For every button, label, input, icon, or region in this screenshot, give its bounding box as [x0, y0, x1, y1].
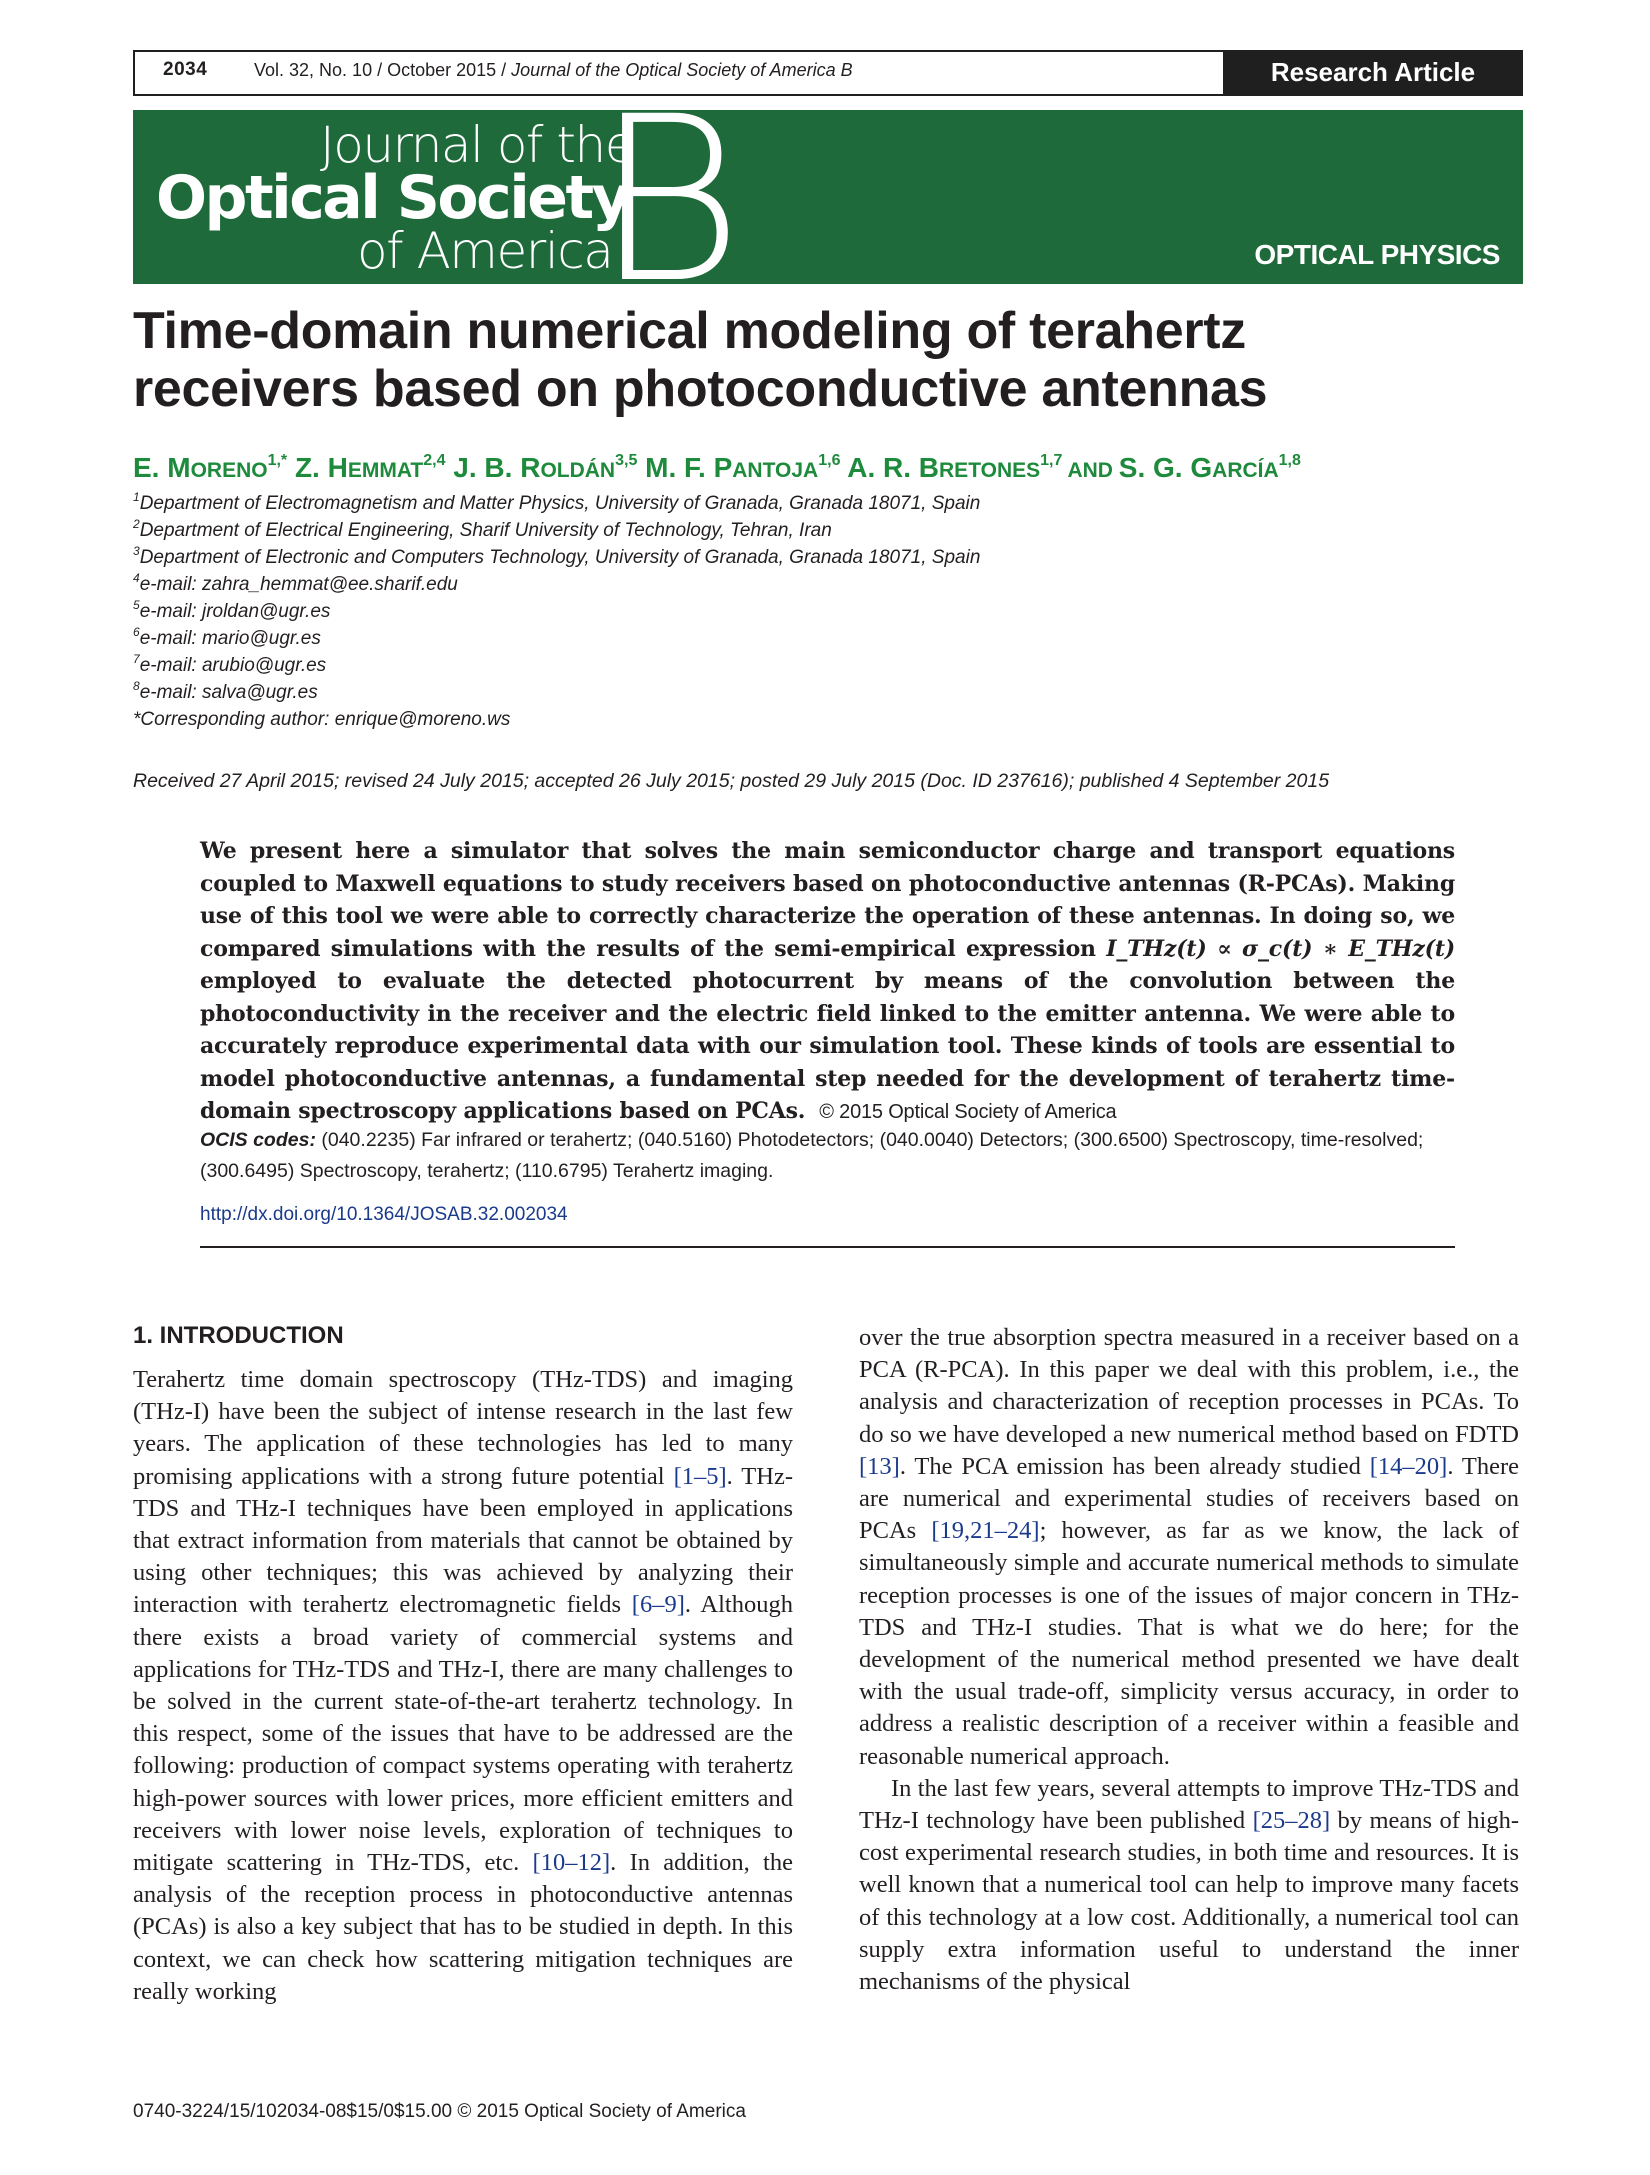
- author-name: Z. HEMMAT$^{2,4}$: [294, 452, 446, 483]
- section-heading: 1. INTRODUCTION: [133, 1322, 344, 1349]
- ocis-text: (040.2235) Far infrared or terahertz; (040.5160) Photodetectors; (040.0040) Detectors; (300.6500) Spectroscopy, time-resolved; (300.6495) Spectroscopy, terahertz; (110.6795) Terahertz imaging.: [200, 1129, 1424, 1182]
- citation-link[interactable]: [14–20]: [1369, 1452, 1448, 1480]
- paper-title: [133, 302, 1533, 418]
- ocis-codes: [200, 1125, 1455, 1187]
- citation-link[interactable]: [10–12]: [532, 1849, 611, 1877]
- abstract: [200, 835, 1455, 1129]
- title-line-2: receivers based on photoconductive antennas: [133, 360, 1268, 418]
- affiliation-line: $^7$e-mail: arubio@ugr.es: [133, 652, 327, 676]
- right-paragraph-2: [859, 1773, 1519, 1998]
- abstract-copyright: © 2015 Optical Society of America: [819, 1101, 1117, 1123]
- body-text: ; however, as far as we know, the lack of simultaneously simple and accurate numerical methods to simulate reception processes is one of the issues of major concern in THz-TDS and THz-I studies. That is what we do here; for the development of the numerical method presented we have dealt with the usual trade-off, simplicity versus accuracy, in order to address a realistic description of a receiver within a feasible and reasonable numerical approach.: [859, 1517, 1519, 1770]
- body-text: over the true absorption spectra measured in a receiver based on a PCA (R-PCA). In this paper we deal with this problem, i.e., the analysis and characterization of reception processes in PCAs. To do so we have developed a new numerical method based on FDTD: [859, 1324, 1519, 1448]
- affiliation-line: $^5$e-mail: jroldan@ugr.es: [133, 598, 331, 622]
- author-list: [133, 452, 1533, 484]
- abstract-divider: [200, 1246, 1455, 1248]
- author-name: S. G. GARCÍA$^{1,8}$: [1118, 452, 1301, 483]
- affiliation-line: $^2$Department of Electrical Engineering, Sharif University of Technology, Tehran, Iran: [133, 517, 832, 541]
- logo-letter: B: [594, 67, 744, 333]
- affiliation-line: $^4$e-mail: zahra_hemmat@ee.sharif.edu: [133, 571, 458, 595]
- logo-line-2: Optical Society: [156, 163, 629, 233]
- footer-copyright: 0740-3224/15/102034-08$15/0$15.00 © 2015 Optical Society of America: [133, 2101, 746, 2122]
- affiliation-line: $^3$Department of Electronic and Computers Technology, University of Granada, Granada 18071, Spain: [133, 544, 981, 568]
- affiliation-line: $^1$Department of Electromagnetism and Matter Physics, University of Granada, Granada 18071, Spain: [133, 490, 981, 514]
- body-text: . There are numerical and experimental studies of receivers based on PCAs: [859, 1452, 1520, 1545]
- body-text: In the last few years, several attempts to improve THz-TDS and THz-I technology have been published: [859, 1774, 1519, 1835]
- body-text: by means of high-cost experimental research studies, in both time and resources. It is well known that a numerical tool can help to improve many facets of this technology at a low cost. Additionally, a numerical tool can supply extra information useful to understand the inner mechanisms of the physical: [859, 1807, 1520, 1996]
- affiliation-line: *Corresponding author: enrique@moreno.ws: [133, 709, 511, 730]
- title-line-1: Time-domain numerical modeling of terahertz: [133, 302, 1246, 360]
- citation-link[interactable]: [19,21–24]: [931, 1517, 1040, 1545]
- author-and: AND: [1062, 459, 1119, 482]
- author-name: E. $MORENO^{1,*}$: [133, 452, 288, 483]
- author-name: M. F. PANTOJA$^{1,6}$: [645, 452, 841, 483]
- citation-link[interactable]: [1–5]: [673, 1462, 727, 1490]
- article-type-label: Research Article: [1270, 57, 1476, 87]
- volume-info: [254, 60, 853, 81]
- journal-name: Journal of the Optical Society of America B: [511, 60, 853, 80]
- abstract-part-2: employed to evaluate the detected photocurrent by means of the convolution between the photoconductivity in the receiver and the electric field linked to the emitter antenna. We were able to accurately reproduce experimental data with our simulation tool. These kinds of tools are essential to model photoconductive antennas, a fundamental step needed for the development of terahertz time-domain spectroscopy applications based on PCAs.: [200, 968, 1455, 1124]
- right-paragraph-1: [859, 1322, 1519, 1773]
- citation-link[interactable]: [13]: [859, 1452, 900, 1480]
- logo-line-3: of America: [357, 222, 613, 280]
- page-number: 2034: [163, 59, 208, 80]
- affiliation-line: $^6$e-mail: mario@ugr.es: [133, 625, 321, 649]
- section-label: OPTICAL PHYSICS: [1254, 239, 1500, 270]
- body-text: . Although there exists a broad variety of commercial systems and applications for THz-TDS and THz-I, there are many challenges to be solved in the current state-of-the-art terahertz technology. In this respect, some of the issues that have to be addressed are the following: production of compact systems operating with terahertz high-power sources with lower prices, more efficient emitters and receivers with lower noise levels, exploration of techniques to mitigate scattering in THz-TDS, etc.: [133, 1591, 793, 1877]
- body-text: Terahertz time domain spectroscopy (THz-TDS) and imaging (THz-I) have been the subject of intense research in the last few years. The application of these technologies has led to many promising applications with a strong future potential: [133, 1366, 793, 1490]
- abstract-part-1: We present here a simulator that solves the main semiconductor charge and transport equations coupled to Maxwell equations to study receivers based on photoconductive antennas (R-PCAs). Making use of this tool we were able to correctly characterize the operation of these antennas. In doing so, we compared simulations with the results of the semi-empirical expression: [200, 838, 1455, 962]
- abstract-formula: I_THz(t) ∝ σ_c(t) ∗ E_THz(t): [1106, 935, 1455, 962]
- author-name: J. B. ROLDÁN$^{3,5}$: [453, 452, 638, 483]
- received-dates: Received 27 April 2015; revised 24 July 2015; accepted 26 July 2015; posted 29 July 2015 (Doc. ID 237616); published 4 September 2015: [133, 770, 1330, 792]
- body-text: . The PCA emission has been already studied: [899, 1452, 1370, 1480]
- logo-line-1: Journal of the: [320, 116, 634, 174]
- affiliation-line: $^8$e-mail: salva@ugr.es: [133, 679, 318, 703]
- citation-link[interactable]: [6–9]: [631, 1591, 685, 1619]
- body-text: . In addition, the analysis of the reception process in photoconductive antennas (PCAs) is also a key subject that has to be studied in depth. In this context, we can check how scattering mitigation techniques are really working: [133, 1849, 793, 2005]
- ocis-label: OCIS codes:: [200, 1129, 316, 1151]
- doi-link[interactable]: http://dx.doi.org/10.1364/JOSAB.32.002034: [200, 1204, 568, 1225]
- volume-text: Vol. 32, No. 10 / October 2015 /: [254, 60, 512, 80]
- citation-link[interactable]: [25–28]: [1252, 1807, 1331, 1835]
- body-text: . THz-TDS and THz-I techniques have been employed in applications that extract information from materials that cannot be obtained by using other techniques; this was achieved by analyzing their interaction with terahertz electromagnetic fields: [133, 1462, 794, 1619]
- author-name: A. R. BRETONES$^{1,7}$: [847, 452, 1063, 483]
- right-column: [859, 1322, 1519, 1998]
- left-column: [133, 1364, 793, 2008]
